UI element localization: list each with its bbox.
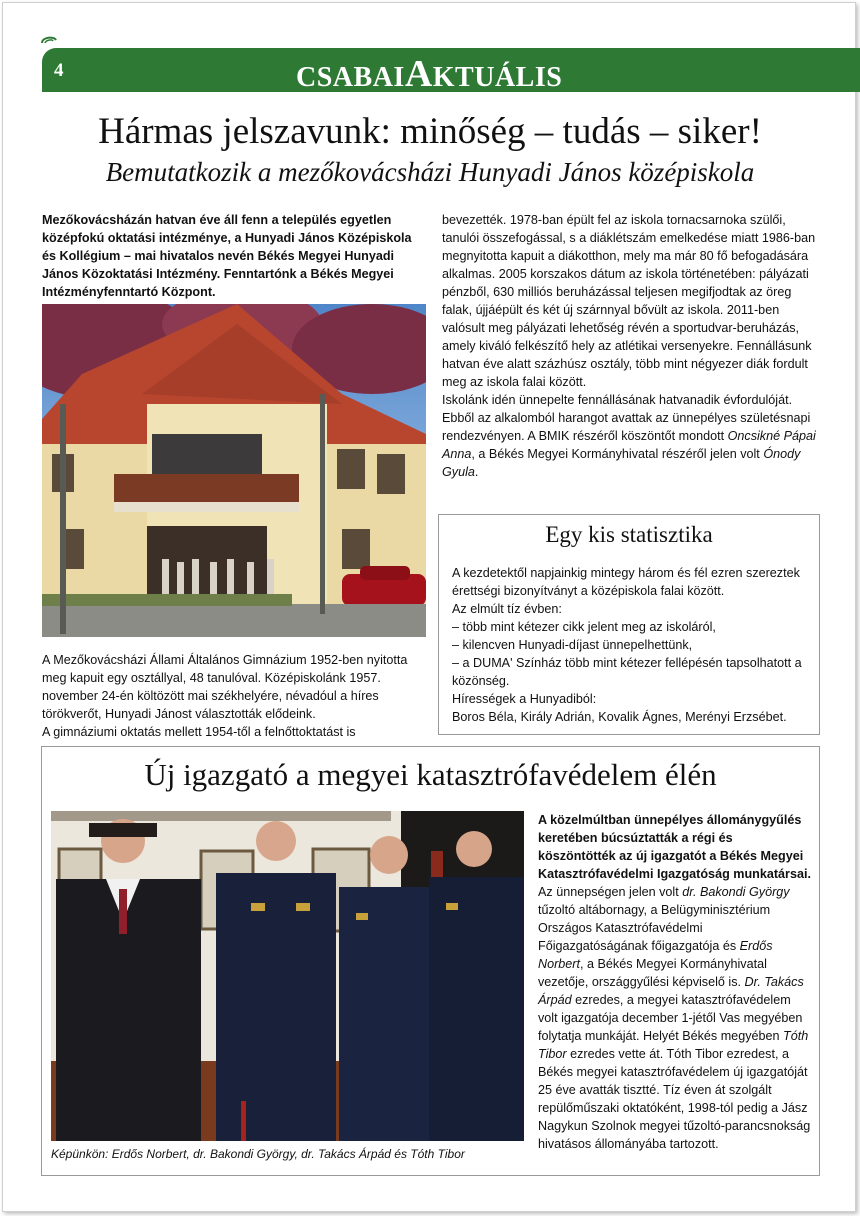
second-article-title: Új igazgató a megyei katasztrófavédelem élén <box>144 757 717 792</box>
page-number: 4 <box>54 60 64 81</box>
statistics-title: Egy kis statisztika <box>545 522 713 547</box>
article-body-left: A Mezőkovácsházi Állami Általános Gimnázium 1952-ben nyitotta meg kapuit egy osztállyal, 48 tanulóval. Középiskolánk 1957. november 24-én költözött mai székhelyére, névadóul a híres törökverőt, Hunyadi Jánost választották elődeink. A gimnáziumi oktatás mellett 1954-től a felnőttoktatást is <box>42 653 408 739</box>
statistics-box <box>438 514 820 735</box>
officials-photo <box>51 811 524 1141</box>
masthead: CSABAIAKTUÁLIS <box>296 53 563 95</box>
article-body-right: bevezették. 1978-ban épült fel az iskola tornacsarnoka szülői, tanulói összefogással, s a diáklétszám emelkedése miatt 1986-ban megnyitotta kapuit a diákotthon, mely ma már 80 fő befogadására alkalmas. 2005 korszakos dátum az iskola történetében: pályázati pénzből, 630 milliós beruházással teljesen megifjodtak az öreg falak, újjáépült és két új szárnnyal bővült az iskola. 2011-ben valósult meg pályázati lehetőség révén a sportudvar-beruházás, amely kiváló felkészítő hely az atlétikai versenyekre. Fennállásunk hatvan éve alatt százhúsz osztály, több mint négyezer diák fordult meg az iskola falai között. Iskolánk idén ünnepelte fennállásának hatvanadik évfordulóját. Ebből az alkalomból harangot avattak az ünnepélyes születésnapi rendezvényen. A BMIK részéről köszöntőt mondott Oncsikné Pápai Anna, a Békés Megyei Kormányhivatal részéről jelen volt Ónody Gyula. <box>442 213 816 479</box>
school-building-photo <box>42 304 426 637</box>
second-article <box>41 746 820 1176</box>
article-subheadline: Bemutatkozik a mezőkovácsházi Hunyadi János középiskola <box>105 157 755 187</box>
article-lead: Mezőkovácsházán hatvan éve áll fenn a település egyetlen középfokú oktatási intézménye, a Hunyadi János Középiskola és Kollégium – mai hivatalos nevén Békés Megyei Hunyadi János Közoktatási Intézmény. Fenntartónk a Békés Megyei Intézményfenntartó Központ. <box>42 213 412 299</box>
list-item: – kilencven Hunyadi-díjast ünnepelhettünk, <box>452 638 693 652</box>
list-item: – a DUMA' Színház több mint kétezer fellépésén tapsolhatott a közönség. <box>452 656 802 688</box>
list-item: – több mint kétezer cikk jelent meg az iskoláról, <box>452 620 716 634</box>
article-headline: Hármas jelszavunk: minőség – tudás – siker! <box>98 111 762 152</box>
statistics-body: A kezdetektől napjainkig mintegy három és fél ezren szereztek érettségi bizonyítványt a középiskola falai között. Az elmúlt tíz évben: – több mint kétezer cikk jelent meg az iskoláról, – kilencven Hunyadi-díjast ünnepelhettünk, – a DUMA' Színház több mint kétezer fellépésén tapsolhatott a közönség. Hírességek a Hunyadiból: Boros Béla, Király Adrián, Kovalik Ágnes, Merényi Erzsébet. <box>452 564 812 726</box>
swirl-logo-icon <box>40 35 58 45</box>
second-article-body: A közelmúltban ünnepélyes állománygyűlés keretében búcsúztatták a régi és köszöntötték az új igazgatót a Békés Megyei Katasztrófavédelmi Igazgatóság munkatársai. Az ünnepségen jelen volt dr. Bakondi György tűzoltó altábornagy, a Belügyminisztérium Országos Katasztrófavédelmi Főigazgatóságának főigazgatója és Erdős Norbert, a Békés Megyei Kormányhivatal vezetője, országgyűlési képviselő is. Dr. Takács Árpád ezredes, a megyei katasztrófavédelem volt igazgatója december 1-jétől Vas megyében folytatja munkáját. Helyét Békés megyében Tóth Tibor ezredes vette át. Tóth Tibor ezredest, a Békés megyei katasztrófavédelem új igazgatóját 25 éve avatták tisztté. Tíz éven át szolgált repülőműszaki oktatóként, 1998-tól pedig a Jász Nagykun Szolnok megyei tűzoltó-parancsnokság hivatásos állományába tartozott. <box>538 813 811 1151</box>
photo-caption: Képünkön: Erdős Norbert, dr. Bakondi György, dr. Takács Árpád és Tóth Tibor <box>51 1147 465 1161</box>
